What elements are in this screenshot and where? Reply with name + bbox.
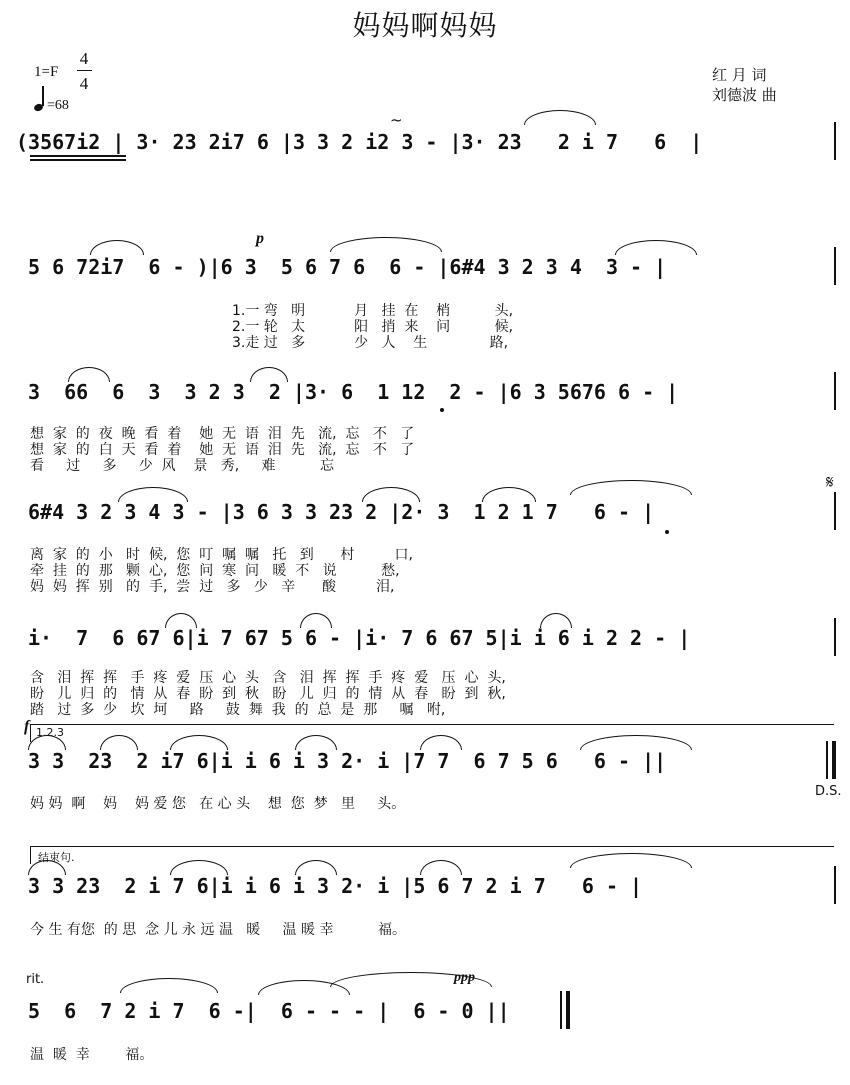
note-stem (42, 86, 44, 106)
lyric-line-1: 温 暖 幸 福。 (30, 1047, 154, 1063)
slur-arc (524, 110, 596, 125)
lyric-line-1: 妈 妈 啊 妈 妈 爱 您 在 心 头 想 您 梦 里 头。 (30, 796, 406, 812)
slur-arc (118, 487, 188, 502)
ending-label: 结束句. (38, 851, 75, 864)
slur-arc (580, 735, 692, 750)
time-signature-bottom: 4 (79, 74, 89, 93)
volta-label: 1.2.3 (36, 726, 64, 739)
lyric-line-1: 想 家 的 夜 晚 看 着 她 无 语 泪 先 流, 忘 不 了 (30, 426, 415, 442)
dynamic-piano: p (256, 230, 264, 247)
slur-arc (295, 735, 337, 750)
song-title: 妈妈啊妈妈 (352, 9, 498, 42)
slur-arc (120, 978, 218, 993)
lyric-line-1: 离 家 的 小 时 候, 您 叮 嘱 嘱 托 到 村 口, (30, 547, 413, 563)
lyric-verse-3: 3.走 过 多 少 人 生 路, (232, 335, 509, 351)
slur-arc (482, 487, 536, 502)
ending-bracket (30, 846, 31, 864)
final-bar-thick (832, 741, 836, 779)
slur-arc (68, 367, 110, 382)
bar-line (834, 492, 836, 530)
lyric-verse-1: 1.一 弯 明 月 挂 在 梢 头, (232, 303, 514, 319)
trill-mark: ~ (390, 111, 403, 129)
slur-arc (420, 860, 462, 875)
notation-row-5 (0, 624, 850, 664)
composer-credit: 刘德波 曲 (712, 86, 777, 104)
lyric-line-3: 踏 过 多 少 坎 坷 路 鼓 舞 我 的 总 是 那 嘱 咐, (30, 702, 446, 718)
bar-line (834, 866, 836, 904)
lyric-line-3: 妈 妈 挥 别 的 手, 尝 过 多 少 辛 酸 泪, (30, 579, 395, 595)
notation-line: 3 66 6 3 3 2 3 2 |3· 6 1 12 2 - |6 3 5676 6 - | (28, 380, 679, 404)
notation-row-4 (0, 498, 850, 538)
slur-arc (300, 613, 332, 628)
bar-line (834, 122, 836, 160)
notation-line: 5 6 72i7 6 - )|6 3 5 6 7 6 6 - |6#4 3 2 3 4 3 - | (28, 255, 667, 279)
notation-row-8 (0, 997, 850, 1037)
ritardando-mark: rit. (26, 972, 45, 987)
final-bar-thin (826, 741, 828, 779)
bar-line (834, 372, 836, 410)
segno-sign: 𝄋 (826, 472, 834, 493)
slur-arc (170, 735, 228, 750)
lyric-line-1: 含 泪 挥 挥 手 疼 爱 压 心 头 含 泪 挥 挥 手 疼 爱 压 心 头, (30, 670, 506, 686)
final-bar-thick (566, 991, 570, 1029)
slur-arc (420, 735, 462, 750)
notation-line: 3 3 23 2 i 7 6|i i 6 i 3 2· i |5 6 7 2 i 7 6 - | (28, 874, 643, 898)
slur-arc (570, 480, 692, 495)
slur-arc (615, 240, 697, 255)
lyric-line-2: 盼 儿 归 的 情 从 春 盼 到 秋 盼 儿 归 的 情 从 春 盼 到 秋, (30, 686, 506, 702)
lyricist-credit: 红 月 词 (712, 66, 767, 84)
notation-line: (3567i2 | 3· 23 2i7 6 |3 3 2 i2 3 - |3· 23 2 i 7 6 | (16, 130, 703, 154)
slur-arc (540, 613, 572, 628)
notation-row-1 (0, 128, 850, 168)
notation-line: 5 6 7 2 i 7 6 -| 6 - - - | 6 - 0 || (28, 999, 510, 1023)
slur-arc (170, 860, 228, 875)
slur-arc (250, 367, 288, 382)
dal-segno-mark: D.S. (815, 784, 842, 799)
volta-bracket (30, 724, 31, 742)
tempo-mark: =68 (47, 98, 69, 113)
notation-line: 3 3 23 2 i7 6|i i 6 i 3 2· i |7 7 6 7 5 6 6 - || (28, 749, 667, 773)
slur-arc (165, 613, 197, 628)
dynamic-forte: f (24, 718, 30, 735)
low-octave-dot (440, 408, 444, 412)
bar-line (834, 618, 836, 656)
notation-row-6 (0, 747, 850, 787)
slur-arc (295, 860, 337, 875)
low-octave-dot (665, 530, 669, 534)
slur-arc (100, 735, 138, 750)
time-signature-line (77, 70, 92, 71)
lyric-line-1: 今 生 有您 的 思 念 儿 永 远 温 暖 温 暖 幸 福。 (30, 922, 406, 938)
lyric-line-2: 牵 挂 的 那 颗 心, 您 问 寒 问 暖 不 说 愁, (30, 563, 400, 579)
volta-line (30, 724, 834, 725)
lyric-line-3: 看 过 多 少 风 景 秀, 难 忘 (30, 458, 335, 474)
dynamic-pianississimo: ppp (454, 970, 475, 985)
lyric-verse-2: 2.一 轮 太 阳 捎 来 问 候, (232, 319, 514, 335)
notation-row-2 (0, 253, 850, 293)
lyric-line-2: 想 家 的 白 天 看 着 她 无 语 泪 先 流, 忘 不 了 (30, 442, 415, 458)
notation-line: i· 7 6 67 6|i 7 67 5 6 - |i· 7 6 67 5|i i 6 i 2 2 - | (28, 626, 691, 650)
time-signature-top: 4 (79, 49, 89, 68)
slur-arc (330, 237, 442, 252)
slur-arc (362, 487, 420, 502)
key-signature: 1=F (34, 64, 59, 80)
slur-arc (90, 240, 144, 255)
beam-line (30, 159, 126, 161)
bar-line (834, 247, 836, 285)
beam-line (30, 155, 126, 157)
notation-line: 6#4 3 2 3 4 3 - |3 6 3 3 23 2 |2· 3 1 2 1 7 6 - | (28, 500, 655, 524)
notation-row-7 (0, 872, 850, 912)
final-bar-thin (560, 991, 562, 1029)
notation-row-3 (0, 378, 850, 418)
slur-arc (570, 853, 692, 868)
ending-line (30, 846, 834, 847)
